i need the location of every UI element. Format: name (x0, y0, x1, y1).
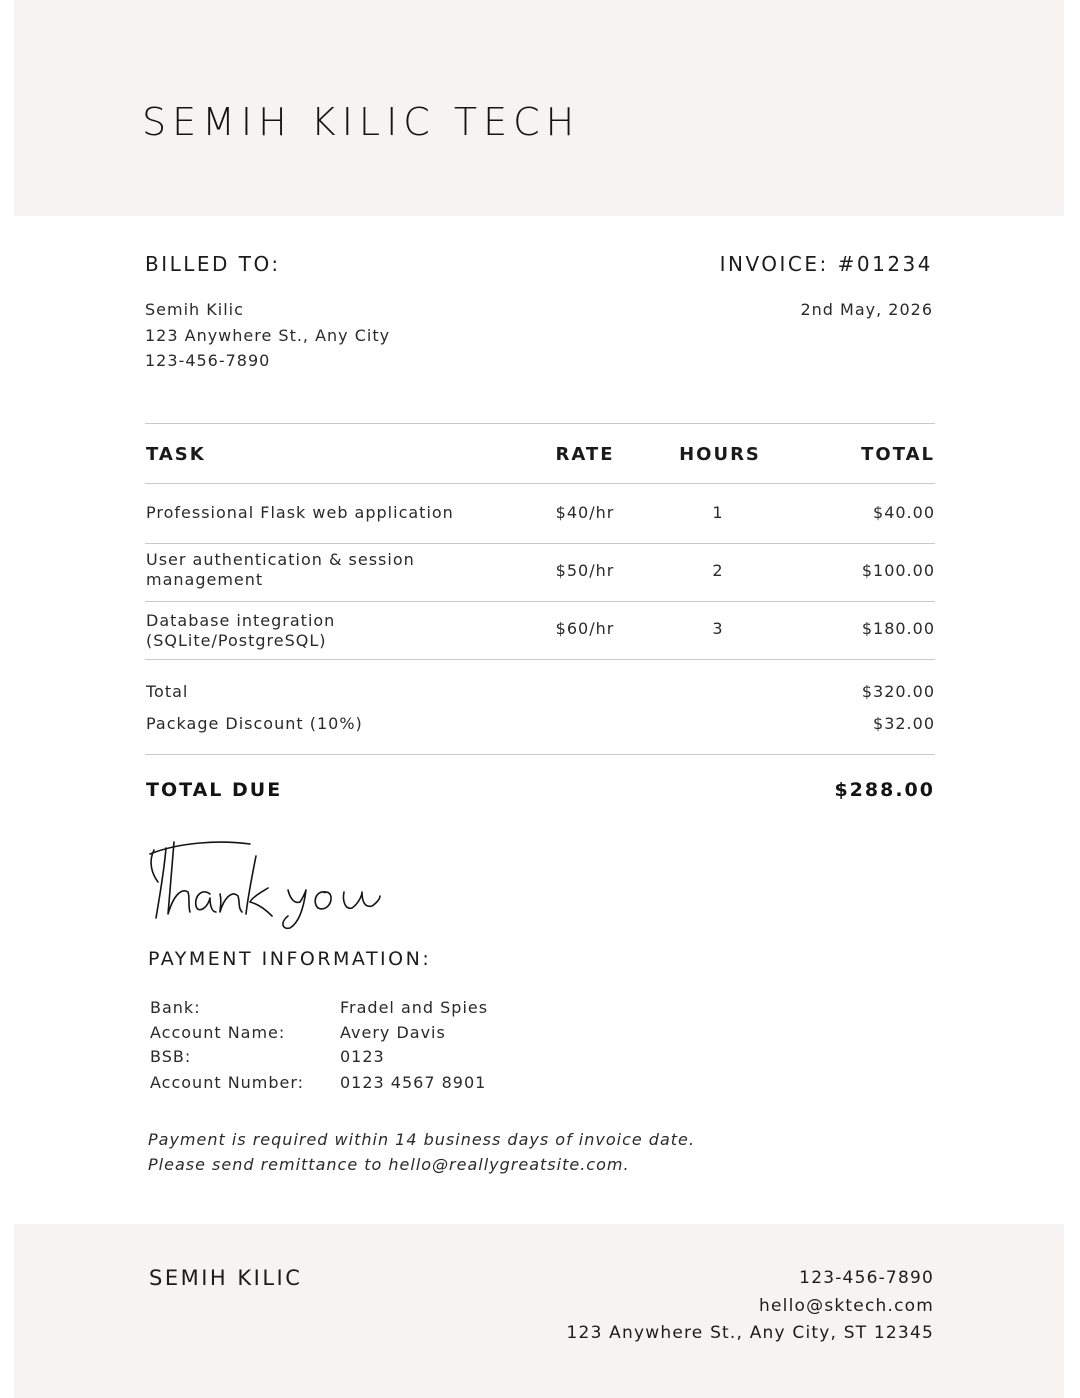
row-task-line: User authentication & session (146, 550, 415, 569)
payment-value-bsb: 0123 (340, 1047, 385, 1066)
discount-label: Package Discount (10%) (146, 714, 363, 733)
row-task-line: (SQLite/PostgreSQL) (146, 631, 327, 650)
column-header-task: TASK (146, 444, 206, 465)
company-name: SEMIH KILIC TECH (142, 100, 581, 144)
footer-email: hello@sktech.com (759, 1296, 934, 1316)
subtotal-value: $320.00 (861, 682, 935, 701)
footer-name: SEMIH KILIC (149, 1266, 303, 1290)
row-task-line: Professional Flask web application (146, 503, 454, 522)
total-due-value: $288.00 (834, 779, 935, 801)
payment-terms-note: Payment is required within 14 business days of invoice date. (148, 1130, 695, 1149)
total-due-label: TOTAL DUE (146, 779, 283, 801)
payment-value-bank: Fradel and Spies (340, 998, 489, 1017)
row-task-line: Database integration (146, 611, 336, 630)
row-task (146, 611, 476, 651)
payment-label-account-name: Account Name: (150, 1023, 286, 1042)
row-rate: $60/hr (555, 619, 615, 638)
remittance-note: Please send remittance to hello@reallygreatsite.com. (148, 1155, 630, 1174)
billed-to-heading: BILLED TO: (145, 252, 281, 276)
row-rate: $40/hr (555, 503, 615, 522)
invoice-date: 2nd May, 2026 (800, 300, 933, 319)
column-header-total: TOTAL (861, 444, 935, 465)
row-hours: 1 (712, 503, 724, 522)
table-header-rule (145, 483, 935, 484)
payment-value-account-name: Avery Davis (340, 1023, 446, 1042)
row-total: $40.00 (873, 503, 935, 522)
payment-info-heading: PAYMENT INFORMATION: (148, 948, 432, 970)
column-header-rate: RATE (555, 444, 615, 465)
billed-address: 123 Anywhere St., Any City (145, 326, 391, 345)
row-hours: 3 (712, 619, 724, 638)
payment-label-account-number: Account Number: (150, 1073, 305, 1092)
payment-label-bank: Bank: (150, 998, 201, 1017)
discount-value: $32.00 (873, 714, 935, 733)
row-task (146, 550, 476, 590)
subtotal-label: Total (146, 682, 189, 701)
row-task (146, 503, 476, 523)
invoice-number: INVOICE: #01234 (719, 252, 933, 276)
thank-you-signature (140, 832, 390, 932)
payment-value-account-number: 0123 4567 8901 (340, 1073, 487, 1092)
row-task-line: management (146, 570, 264, 589)
row-divider (145, 543, 935, 544)
row-hours: 2 (712, 561, 724, 580)
billed-name: Semih Kilic (145, 300, 244, 319)
summary-rule (145, 754, 935, 755)
column-header-hours: HOURS (679, 444, 761, 465)
billed-phone: 123-456-7890 (145, 351, 271, 370)
footer-phone: 123-456-7890 (799, 1268, 934, 1288)
row-divider (145, 659, 935, 660)
row-total: $180.00 (861, 619, 935, 638)
row-rate: $50/hr (555, 561, 615, 580)
table-top-rule (145, 423, 935, 424)
payment-label-bsb: BSB: (150, 1047, 192, 1066)
footer-address: 123 Anywhere St., Any City, ST 12345 (566, 1323, 934, 1343)
row-divider (145, 601, 935, 602)
row-total: $100.00 (861, 561, 935, 580)
